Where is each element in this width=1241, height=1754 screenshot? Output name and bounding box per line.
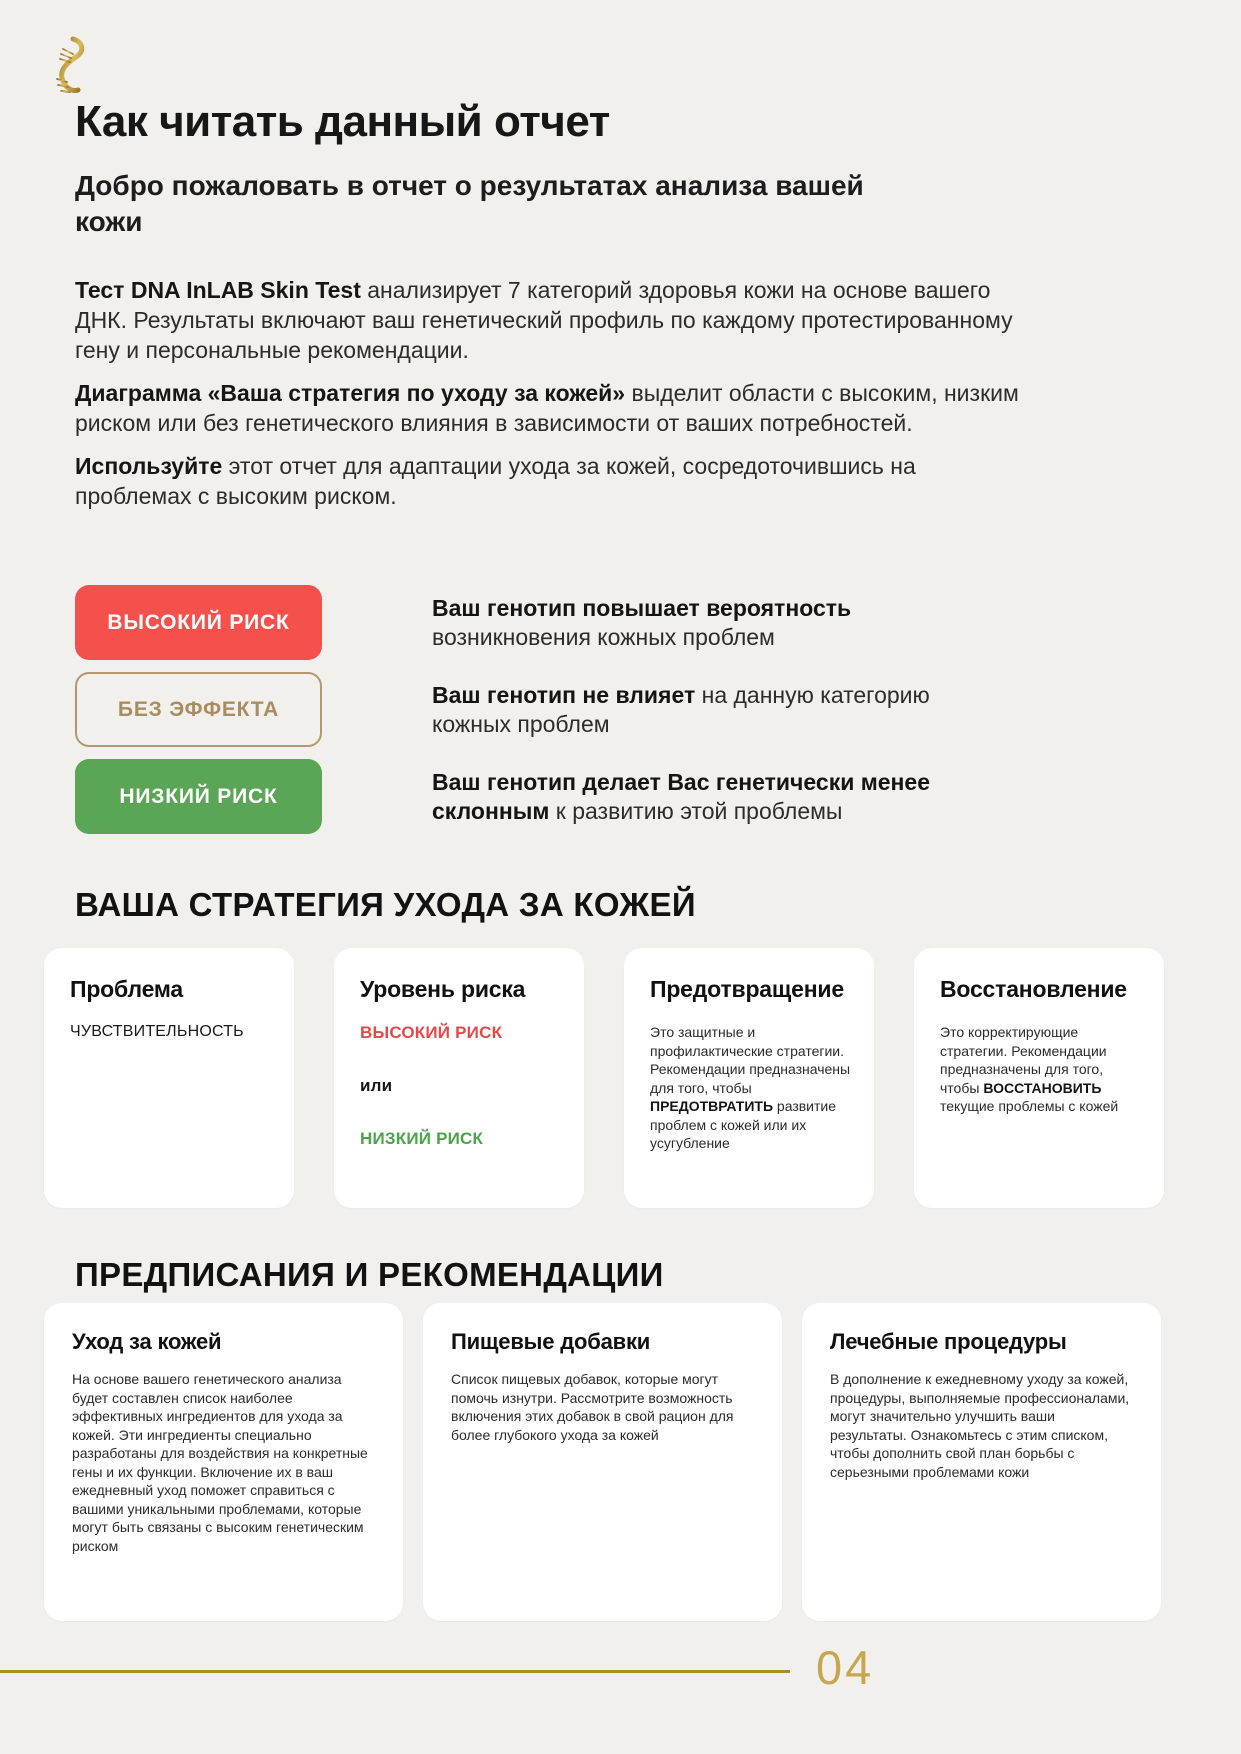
- footer-divider-line: [0, 1670, 790, 1673]
- prevention-text-bold: ПРЕДОТВРАТИТЬ: [650, 1098, 774, 1115]
- restoration-text: [940, 1023, 1142, 1116]
- legend-row-low-risk: [75, 759, 1166, 834]
- prevention-text-post: развитие проблем с кожей или их усугубление: [650, 1098, 837, 1152]
- card-title: Пищевые добавки: [451, 1329, 651, 1355]
- high-risk-badge: ВЫСОКИЙ РИСК: [75, 585, 322, 660]
- strategy-card-restoration: [914, 948, 1164, 1208]
- risk-level-or: или: [360, 1076, 393, 1096]
- low-risk-badge: НИЗКИЙ РИСК: [75, 759, 322, 834]
- no-effect-description-bold: Ваш генотип не влияет: [432, 681, 696, 708]
- prevention-text-pre: Это защитные и профилактические стратегии. Рекомендации предназначены для того, чтобы: [650, 1024, 851, 1096]
- no-effect-description-text: на данную категорию кожных проблем: [432, 681, 930, 737]
- prescription-card-skincare: [44, 1303, 403, 1621]
- prescription-card-treatments: [802, 1303, 1161, 1621]
- prescriptions-section-title: ПРЕДПИСАНИЯ И РЕКОМЕНДАЦИИ: [75, 1256, 664, 1294]
- strategy-card-prevention: [624, 948, 874, 1208]
- low-risk-description-text: к развитию этой проблемы: [549, 797, 843, 824]
- risk-level-high: ВЫСОКИЙ РИСК: [360, 1023, 503, 1043]
- intro-paragraph-text: выделит области с высоким, низким риском или без генетического влияния в зависимости от ваших потребностей.: [75, 380, 1019, 437]
- page-number: 04: [816, 1641, 875, 1694]
- intro-paragraph: [75, 378, 1020, 438]
- risk-level-low: НИЗКИЙ РИСК: [360, 1129, 484, 1149]
- card-title: Проблема: [70, 976, 183, 1003]
- card-title: Восстановление: [940, 976, 1127, 1003]
- prescription-card-supplements: [423, 1303, 782, 1621]
- strategy-card-risk-level: [334, 948, 584, 1208]
- strategy-section-title: ВАША СТРАТЕГИЯ УХОДА ЗА КОЖЕЙ: [75, 886, 696, 924]
- intro-paragraph-text: этот отчет для адаптации ухода за кожей, сосредоточившись на проблемах с высоким риском.: [75, 453, 916, 510]
- card-title: Уход за кожей: [72, 1329, 222, 1355]
- legend-row-no-effect: [75, 672, 1166, 747]
- intro-paragraph-text: анализирует 7 категорий здоровья кожи на основе вашего ДНК. Результаты включают ваш генетический профиль по каждому протестированному гену и персональные рекомендации.: [75, 277, 1013, 364]
- card-title: Лечебные процедуры: [830, 1329, 1067, 1355]
- no-effect-badge: БЕЗ ЭФФЕКТА: [75, 672, 322, 747]
- low-risk-description-bold: Ваш генотип делает Вас генетически менее склонным: [432, 768, 931, 824]
- intro-paragraph-lead: Используйте: [75, 453, 223, 480]
- card-title: Предотвращение: [650, 976, 844, 1003]
- skincare-text: На основе вашего генетического анализа будет составлен список наиболее эффективных ингредиентов для ухода за кожей. Эти ингредиенты специально разработаны для воздействия на конкретные гены и их функции. Включение их в ваш ежедневный уход поможет справиться с вашими уникальными проблемами, которые могут быть связаны с высоким генетическим риском: [72, 1371, 368, 1554]
- intro-paragraph-lead: Диаграмма «Ваша стратегия по уходу за кожей»: [75, 380, 626, 407]
- card-title: Уровень риска: [360, 976, 526, 1003]
- high-risk-description-text: возникновения кожных проблем: [432, 623, 775, 650]
- strategy-card-problem: [44, 948, 294, 1208]
- intro-paragraph: [75, 451, 1020, 511]
- restoration-text-post: текущие проблемы с кожей: [940, 1098, 1119, 1115]
- strategy-cards-row: [44, 948, 1197, 1208]
- prescriptions-cards-row: [44, 1303, 1197, 1621]
- intro-paragraph: [75, 275, 1020, 365]
- risk-legend: [75, 585, 1166, 834]
- problem-value: ЧУВСТВИТЕЛЬНОСТЬ: [70, 1023, 244, 1041]
- dna-helix-icon: [50, 34, 90, 102]
- supplements-text: Список пищевых добавок, которые могут помочь изнутри. Рассмотрите возможность включения этих добавок в свой рацион для более глубокого ухода за кожей: [451, 1371, 734, 1443]
- intro-paragraph-lead: Тест DNA InLAB Skin Test: [75, 277, 361, 304]
- page-subtitle: Добро пожаловать в отчет о результатах анализа вашей кожи: [75, 169, 864, 238]
- prevention-text: [650, 1023, 852, 1153]
- page-title: Как читать данный отчет: [75, 97, 610, 146]
- high-risk-description: [432, 594, 1002, 652]
- restoration-text-bold: ВОССТАНОВИТЬ: [983, 1079, 1102, 1096]
- low-risk-description: [432, 768, 1002, 826]
- restoration-text-pre: Это корректирующие стратегии. Рекомендации предназначены для того, чтобы: [940, 1024, 1107, 1096]
- treatments-text: В дополнение к ежедневному уходу за кожей, процедуры, выполняемые профессионалами, могут значительно улучшить ваши результаты. Ознакомьтесь с этим списком, чтобы дополнить свой план борьбы с серьезными проблемами кожи: [830, 1371, 1130, 1480]
- high-risk-description-bold: Ваш генотип повышает вероятность: [432, 594, 852, 621]
- no-effect-description: [432, 681, 1002, 739]
- legend-row-high-risk: [75, 585, 1166, 660]
